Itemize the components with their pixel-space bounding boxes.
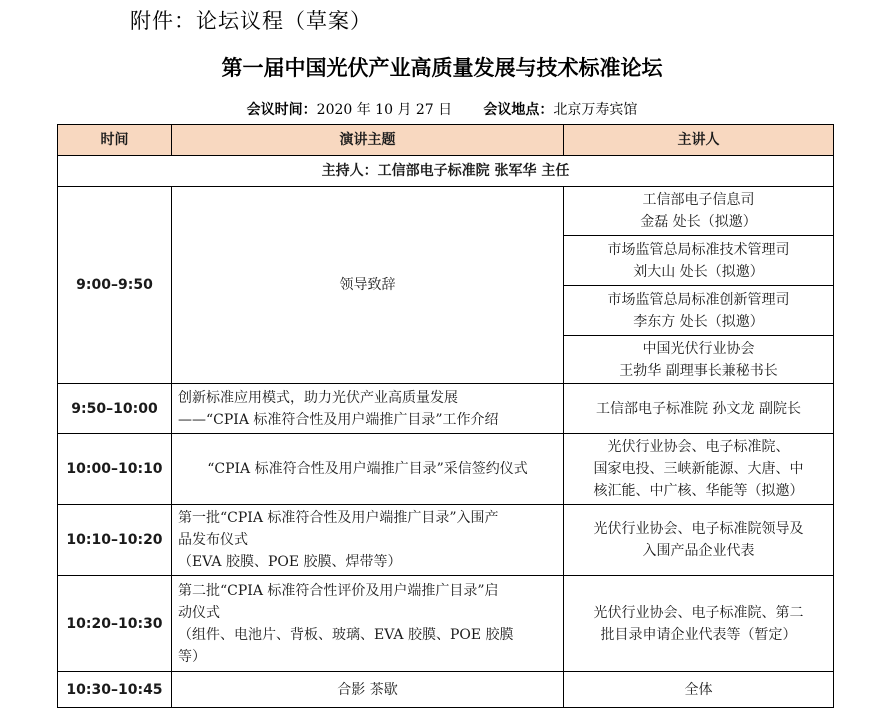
- topic-cell: 领导致辞: [172, 187, 564, 384]
- speaker-line: 光伏行业协会、电子标准院领导及: [593, 521, 804, 537]
- meeting-info: [0, 99, 884, 119]
- time-cell: 10:00–10:10: [58, 434, 172, 505]
- speaker-line: 批目录申请企业代表等（暂定）: [600, 626, 797, 643]
- speaker-name: 刘大山 处长（拟邀）: [633, 263, 764, 280]
- speaker-line: 核汇能、中广核、华能等（拟邀）: [593, 483, 804, 499]
- speaker-cell: [564, 505, 834, 576]
- table-row: [58, 434, 834, 505]
- topic-line: 第二批“CPIA 标准符合性评价及用户端推广目录”启: [178, 582, 499, 599]
- speaker-org: 中国光伏行业协会: [642, 340, 755, 357]
- speaker-name: 王勃华 副理事长兼秘书长: [619, 362, 778, 379]
- topic-cell: [172, 505, 564, 576]
- time-cell: 10:30–10:45: [58, 672, 172, 708]
- topic-cell: 合影 茶歇: [172, 672, 564, 708]
- venue-label: 会议地点：: [483, 102, 554, 118]
- topic-line: 动仪式: [178, 604, 220, 621]
- table-row: [58, 672, 834, 708]
- topic-line: 创新标准应用模式，助力光伏产业高质量发展: [178, 389, 458, 406]
- speaker-cell: [564, 434, 834, 505]
- time-label: 会议时间：: [246, 102, 317, 118]
- topic-line: （EVA 胶膜、POE 胶膜、焊带等）: [178, 554, 402, 570]
- column-header-speaker: 主讲人: [564, 125, 834, 156]
- column-header-time: 时间: [58, 125, 172, 156]
- time-cell: 10:20–10:30: [58, 576, 172, 672]
- topic-cell: [172, 576, 564, 672]
- speaker-org: 市场监管总局标准技术管理司: [607, 241, 790, 258]
- topic-line: 品发布仪式: [178, 532, 248, 548]
- speaker-name: 李东方 处长（拟邀）: [633, 313, 764, 330]
- topic-line: （组件、电池片、背板、玻璃、EVA 胶膜、POE 胶膜: [178, 626, 514, 643]
- speaker-cell: [564, 336, 834, 384]
- speaker-name: 金磊 处长（拟邀）: [640, 214, 757, 230]
- table-row: [58, 384, 834, 434]
- forum-title: 第一届中国光伏产业高质量发展与技术标准论坛: [221, 56, 663, 80]
- topic-line: 第一批“CPIA 标准符合性及用户端推广目录”入围产: [178, 510, 499, 526]
- agenda-table: [57, 124, 834, 708]
- speaker-cell: [564, 286, 834, 336]
- speaker-cell: [564, 576, 834, 672]
- speaker-org: 工信部电子信息司: [642, 192, 755, 208]
- topic-line: 等）: [178, 648, 206, 665]
- time-cell: 10:10–10:20: [58, 505, 172, 576]
- table-row: [58, 576, 834, 672]
- column-header-topic: 演讲主题: [172, 125, 564, 156]
- table-header-row: [58, 125, 834, 156]
- speaker-cell: [564, 187, 834, 236]
- attachment-label: 附件：论坛议程（草案）: [130, 9, 372, 33]
- topic-line: ——“CPIA 标准符合性及用户端推广目录”工作介绍: [178, 411, 499, 428]
- speaker-line: 入围产品企业代表: [642, 543, 755, 559]
- speaker-cell: 工信部电子标准院 孙文龙 副院长: [564, 384, 834, 434]
- speaker-org: 市场监管总局标准创新管理司: [607, 291, 790, 308]
- speaker-line: 国家电投、三峡新能源、大唐、中: [593, 461, 804, 477]
- speaker-line: 光伏行业协会、电子标准院、: [607, 439, 790, 455]
- table-row: [58, 187, 834, 236]
- table-row: [58, 505, 834, 576]
- host-row: [58, 156, 834, 187]
- time-cell: 9:50–10:00: [58, 384, 172, 434]
- speaker-cell: 全体: [564, 672, 834, 708]
- time-cell: 9:00–9:50: [58, 187, 172, 384]
- time-value: 2020 年 10 月 27 日: [316, 102, 453, 118]
- venue-value: 北京万寿宾馆: [553, 102, 638, 118]
- topic-cell: [172, 384, 564, 434]
- speaker-cell: [564, 236, 834, 286]
- topic-cell: “CPIA 标准符合性及用户端推广目录”采信签约仪式: [172, 434, 564, 505]
- speaker-line: 光伏行业协会、电子标准院、第二: [593, 604, 804, 621]
- host-cell: 主持人：工信部电子标准院 张军华 主任: [58, 156, 834, 187]
